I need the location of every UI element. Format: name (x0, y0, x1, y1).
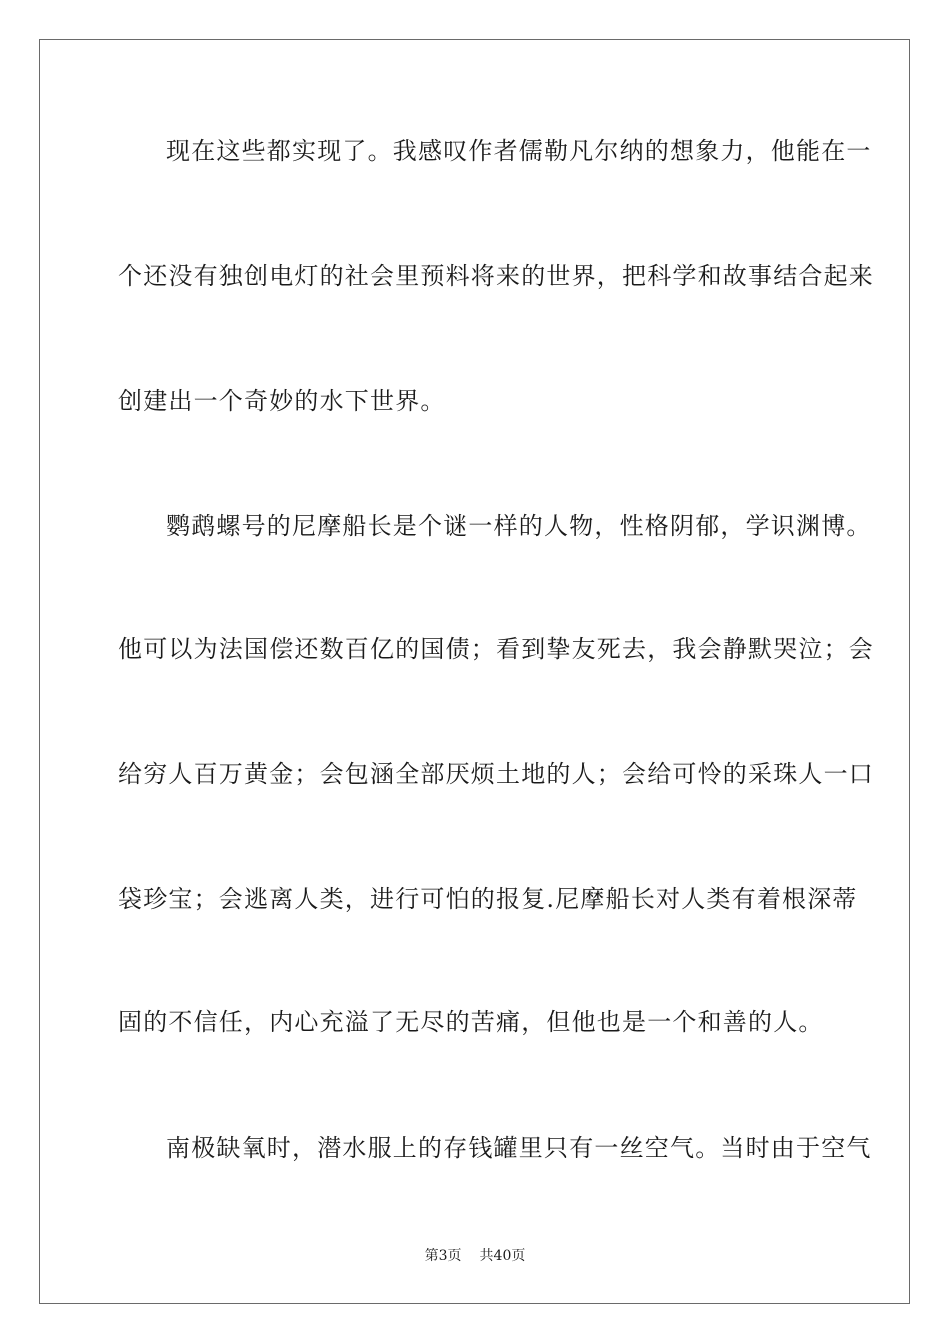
page-border (39, 39, 910, 1304)
paragraph-line: 他可以为法国偿还数百亿的国债；看到挚友死去，我会静默哭泣；会 (118, 635, 874, 663)
paragraph-line: 袋珍宝；会逃离人类，进行可怕的报复.尼摩船长对人类有着根深蒂 (118, 885, 858, 913)
paragraph-line: 给穷人百万黄金；会包涵全部厌烦土地的人；会给可怜的采珠人一口 (118, 760, 874, 788)
page-total: 共40页 (479, 1248, 526, 1264)
paragraph-line: 固的不信任，内心充溢了无尽的苦痛，但他也是一个和善的人。 (118, 1008, 824, 1036)
page-footer (0, 1247, 950, 1265)
paragraph-line: 个还没有独创电灯的社会里预料将来的世界，把科学和故事结合起来 (118, 262, 874, 290)
page-number: 第3页 (424, 1248, 462, 1264)
paragraph-line: 鹦鹉螺号的尼摩船长是个谜一样的人物，性格阴郁，学识渊博。 (166, 512, 872, 540)
paragraph-line: 创建出一个奇妙的水下世界。 (118, 387, 446, 415)
paragraph-line: 南极缺氧时，潜水服上的存钱罐里只有一丝空气。当时由于空气 (166, 1134, 872, 1162)
paragraph-line: 现在这些都实现了。我感叹作者儒勒凡尔纳的想象力，他能在一 (166, 137, 872, 165)
